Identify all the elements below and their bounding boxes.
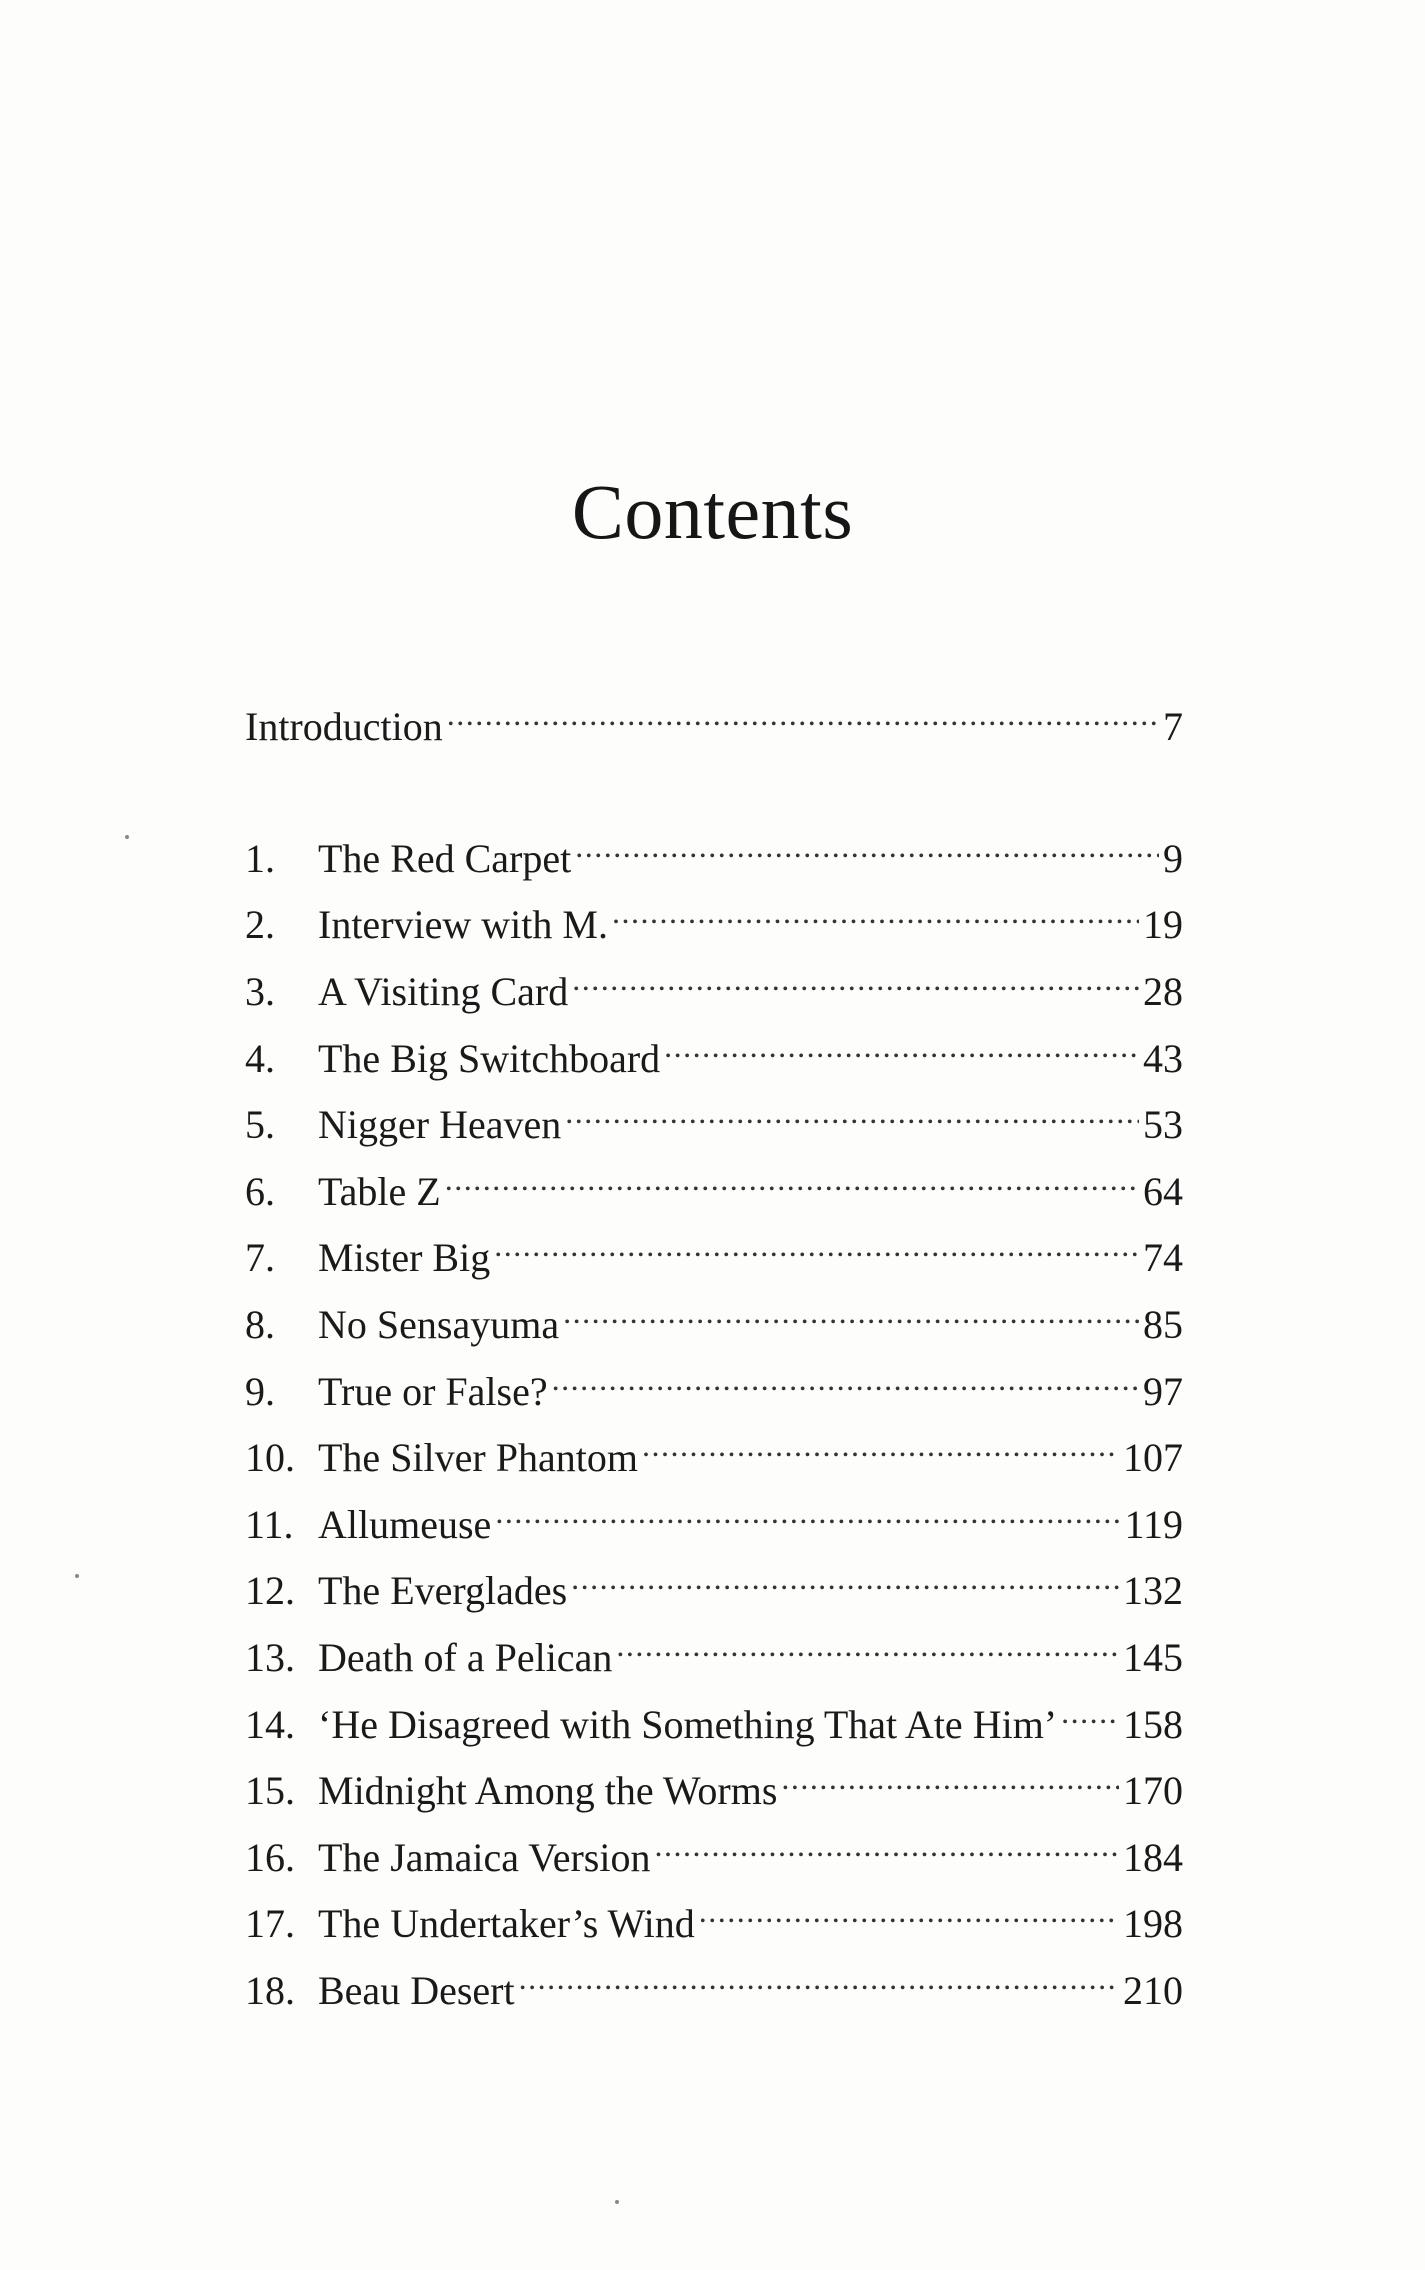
chapter-number: 8. xyxy=(245,1302,275,1347)
chapter-number: 18. xyxy=(245,1968,295,2013)
toc-entry xyxy=(245,1877,1183,1946)
toc-entry xyxy=(245,1078,1183,1147)
chapter-title: ‘He Disagreed with Something That Ate Him’ xyxy=(318,1702,1058,1747)
toc-entry xyxy=(245,1145,1183,1214)
chapter-title: True or False? xyxy=(318,1369,548,1414)
chapter-title: Mister Big xyxy=(318,1235,491,1280)
toc-entry xyxy=(245,1278,1183,1347)
chapter-page: 43 xyxy=(1143,1036,1183,1081)
chapter-page: 170 xyxy=(1123,1768,1183,1813)
chapter-page: 119 xyxy=(1124,1502,1183,1547)
chapter-title: The Big Switchboard xyxy=(318,1036,661,1081)
chapter-title: Table Z xyxy=(318,1169,441,1214)
chapter-number: 13. xyxy=(245,1635,295,1680)
toc-entry-page: 7 xyxy=(1163,704,1183,749)
chapter-page: 145 xyxy=(1123,1635,1183,1680)
chapter-number: 11. xyxy=(245,1502,294,1547)
dot-leader xyxy=(664,1012,1139,1072)
chapter-page: 9 xyxy=(1163,836,1183,881)
chapter-title: Midnight Among the Worms xyxy=(318,1768,778,1813)
toc-entry xyxy=(245,1678,1183,1747)
dot-leader xyxy=(445,1145,1139,1205)
paper-speck xyxy=(125,835,129,839)
dot-leader xyxy=(572,945,1139,1005)
chapter-number: 10. xyxy=(245,1435,295,1480)
dot-leader xyxy=(781,1744,1119,1804)
dot-leader xyxy=(1061,1678,1119,1738)
chapter-title: The Red Carpet xyxy=(318,836,572,881)
chapter-page: 28 xyxy=(1143,969,1183,1014)
toc-entry xyxy=(245,878,1183,947)
dot-leader xyxy=(447,680,1159,740)
page-title: Contents xyxy=(571,468,854,555)
toc-entry xyxy=(245,1944,1183,2013)
dot-leader xyxy=(519,1944,1119,2004)
chapter-page: 184 xyxy=(1123,1835,1183,1880)
toc-entry xyxy=(245,812,1183,881)
chapter-page: 107 xyxy=(1123,1435,1183,1480)
chapter-title: Interview with M. xyxy=(318,902,608,947)
toc-entry xyxy=(245,1544,1183,1613)
chapter-number: 7. xyxy=(245,1235,275,1280)
toc-entry xyxy=(245,1211,1183,1280)
toc-entry xyxy=(245,1478,1183,1547)
toc-entry xyxy=(245,1811,1183,1880)
dot-leader xyxy=(616,1611,1119,1671)
chapter-page: 64 xyxy=(1143,1169,1183,1214)
toc-entry-label: Introduction xyxy=(245,704,443,749)
chapter-page: 19 xyxy=(1143,902,1183,947)
chapter-number: 6. xyxy=(245,1169,275,1214)
chapter-page: 198 xyxy=(1123,1901,1183,1946)
chapter-title: Allumeuse xyxy=(318,1502,492,1547)
chapter-title: The Undertaker’s Wind xyxy=(318,1901,695,1946)
toc-entry xyxy=(245,1611,1183,1680)
dot-leader xyxy=(642,1411,1119,1471)
toc-entry xyxy=(245,1411,1183,1480)
dot-leader xyxy=(552,1345,1139,1405)
dot-leader xyxy=(495,1478,1120,1538)
dot-leader xyxy=(654,1811,1119,1871)
dot-leader xyxy=(571,1544,1119,1604)
dot-leader xyxy=(494,1211,1139,1271)
toc-entry xyxy=(245,945,1183,1014)
chapter-number: 15. xyxy=(245,1768,295,1813)
chapter-number: 12. xyxy=(245,1568,295,1613)
toc-entry xyxy=(245,1345,1183,1414)
chapter-number: 3. xyxy=(245,969,275,1014)
chapter-title: Death of a Pelican xyxy=(318,1635,613,1680)
dot-leader xyxy=(699,1877,1119,1937)
chapter-number: 9. xyxy=(245,1369,275,1414)
dot-leader xyxy=(563,1278,1139,1338)
chapter-page: 74 xyxy=(1143,1235,1183,1280)
chapter-page: 158 xyxy=(1123,1702,1183,1747)
dot-leader xyxy=(612,878,1139,938)
chapter-page: 85 xyxy=(1143,1302,1183,1347)
chapter-number: 17. xyxy=(245,1901,295,1946)
chapter-title: The Jamaica Version xyxy=(318,1835,651,1880)
paper-speck xyxy=(615,2200,619,2204)
chapter-title: A Visiting Card xyxy=(318,969,569,1014)
toc-entry xyxy=(245,1012,1183,1081)
paper-speck xyxy=(75,1574,79,1578)
dot-leader xyxy=(575,812,1159,872)
chapter-number: 14. xyxy=(245,1702,295,1747)
chapter-number: 1. xyxy=(245,836,275,881)
chapter-title: The Everglades xyxy=(318,1568,568,1613)
chapter-number: 4. xyxy=(245,1036,275,1081)
toc-entry-introduction xyxy=(245,680,1183,749)
dot-leader xyxy=(565,1078,1139,1138)
chapter-number: 16. xyxy=(245,1835,295,1880)
chapter-title: No Sensayuma xyxy=(318,1302,560,1347)
chapter-number: 2. xyxy=(245,902,275,947)
chapter-title: Beau Desert xyxy=(318,1968,515,2013)
chapter-page: 210 xyxy=(1123,1968,1183,2013)
chapter-page: 53 xyxy=(1143,1102,1183,1147)
chapter-page: 97 xyxy=(1143,1369,1183,1414)
toc-entry xyxy=(245,1744,1183,1813)
chapter-title: The Silver Phantom xyxy=(318,1435,638,1480)
chapter-title: Nigger Heaven xyxy=(318,1102,562,1147)
chapter-page: 132 xyxy=(1123,1568,1183,1613)
chapter-number: 5. xyxy=(245,1102,275,1147)
